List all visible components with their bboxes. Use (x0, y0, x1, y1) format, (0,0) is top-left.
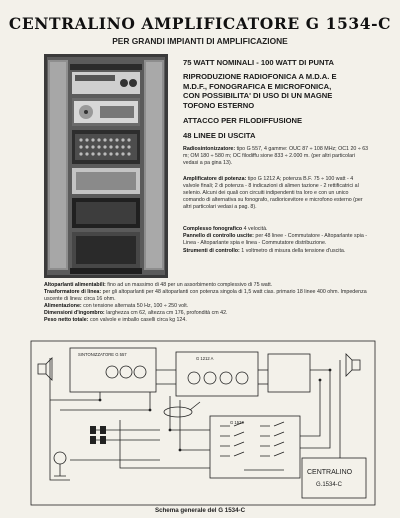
filodiffusione-spec: ATTACCO PER FILODIFFUSIONE (183, 116, 303, 125)
power-spec: 75 WATT NOMINALI - 100 WATT DI PUNTA (183, 58, 335, 67)
tuner-spec (183, 146, 371, 167)
tuner-spec-label: Radiosintonizzatore: (183, 146, 236, 152)
feature-line-1: RIPRODUZIONE RADIOFONICA A M.D.A. E (183, 72, 337, 81)
panel-label: G 1534 (230, 420, 244, 425)
transformer-spec-text: per gli altoparlanti per 48 altoparlanti con potenza singola di 1,5 watt cias. primario 18 linee 400 ohm. Impedenza uscente di linea: circa 16 ohm. (44, 289, 367, 303)
amplifier-spec-text: tipo G 1212 A; potenza B.F. 75 ÷ 100 watt - 4 valvole finali; 2 di potenza - 8 indicazioni di alimen tazione - 2 rettificatrici al selenio. Alcuni dei quali con circuiti indipendenti tra loro e con un unico comando di alternativa su fonografo, radioricevitore e microfono esterno (per altri particolari vedasi a pag. 8). (183, 176, 363, 211)
panel-spec-label: Pannello di controllo uscite: (183, 233, 254, 239)
transformer-spec-label: Trasformatore di linea: (44, 289, 102, 295)
amplifier-spec (183, 176, 371, 211)
power-supply-spec-label: Alimentazione: (44, 303, 82, 309)
page-title: CENTRALINO AMPLIFICATORE G 1534-C (8, 14, 392, 33)
phono-spec-text: 4 velocità. (243, 226, 268, 232)
meter-spec-text: 1 voltmetro di misura della tensione d'uscita. (241, 248, 346, 254)
tuner-spec-text: tipo G 557, 4 gamme: OUC 87 ÷ 108 MHz; OC1 20 ÷ 63 m; OM 180 ÷ 580 m; OC filodiffu sione 833 ÷ 2.000 m. (per altri particolari vedasi a pa gina 13). (183, 146, 369, 167)
output-lines-spec: 48 LINEE DI USCITA (183, 131, 256, 140)
tuner-label: SINTONIZZATORE G 557 (78, 352, 127, 357)
amplifier-spec-label: Amplificatore di potenza: (183, 176, 247, 182)
meter-spec (183, 248, 371, 255)
weight-spec (44, 317, 370, 324)
centralino-model: G.1534-C (316, 482, 343, 488)
transformer-spec (44, 289, 370, 303)
panel-spec (183, 233, 371, 247)
meter-spec-label: Strumenti di controllo: (183, 248, 240, 254)
weight-spec-text: con valvole e imballo caselli circa kg 124. (89, 317, 187, 323)
phono-spec-label: Complesso fonografico (183, 226, 243, 232)
speakers-spec-text: fino ad un massimo di 48 per un assorbimento complessivo di 75 watt. (107, 282, 273, 288)
dimensions-spec-text: larghezza cm 62, altezza cm 176, profondità cm 42. (106, 310, 228, 316)
weight-spec-label: Peso netto totale: (44, 317, 89, 323)
dimensions-spec-label: Dimensioni d'ingombro: (44, 310, 105, 316)
feature-line-4: TOFONO ESTERNO (183, 100, 255, 110)
cabinet-photo (44, 54, 168, 278)
power-supply-spec-text: con tensione alternata 50 Hz, 100 ÷ 250 volt. (83, 303, 189, 309)
figure-caption: Schema generale del G 1534-C (154, 507, 246, 514)
wiring-schematic (30, 340, 376, 506)
centralino-label: CENTRALINO (307, 469, 353, 476)
feature-line-2: M.D.F., FONOGRAFICA E MICROFONICA, (183, 81, 332, 91)
feature-line-3: CON POSSIBILITA' DI USO DI UN MAGNE (183, 91, 333, 101)
amp-label: G 1212 A (196, 356, 214, 361)
speakers-spec-label: Altoparlanti alimentabili: (44, 282, 106, 288)
panel-spec-text: per 48 linee - Commutatore - Altoparlante spia - Linea - Altoparlante spia e linea - Commutatore distribuzione. (183, 233, 368, 247)
page-subtitle: PER GRANDI IMPIANTI DI AMPLIFICAZIONE (112, 36, 288, 46)
